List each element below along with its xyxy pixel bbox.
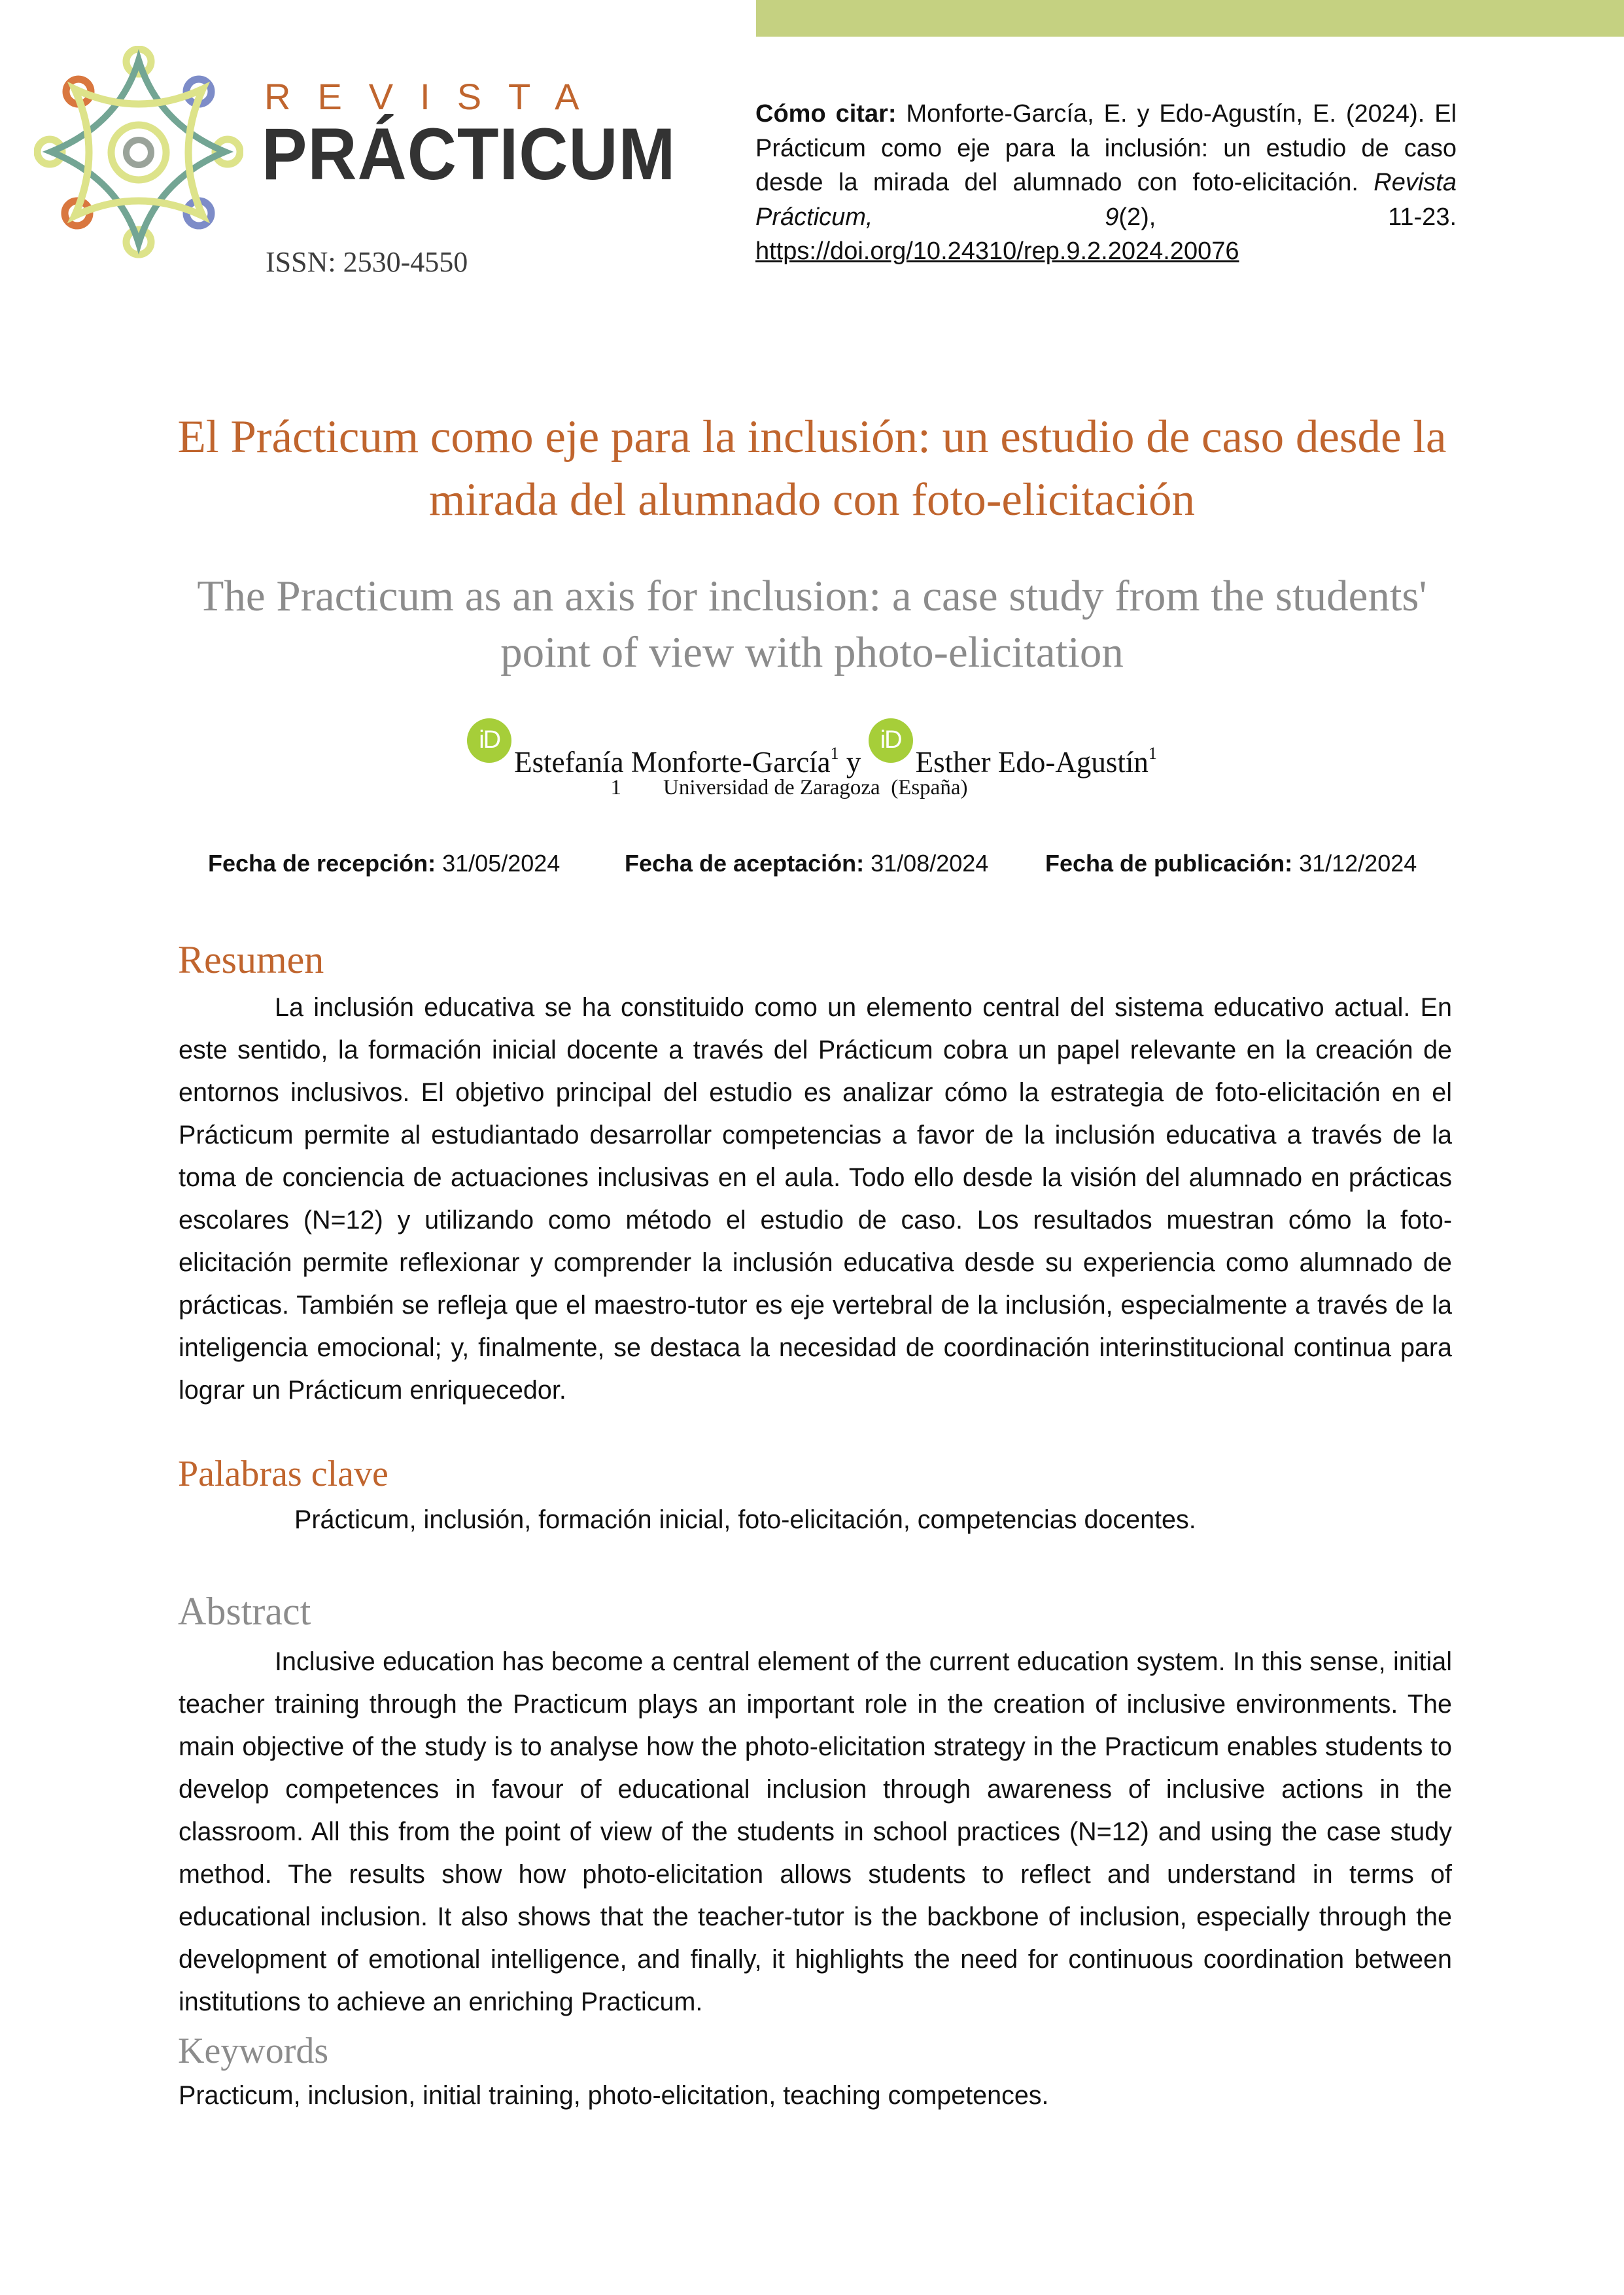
date-label: Fecha de recepción:: [208, 850, 436, 877]
date-value: 31/12/2024: [1292, 850, 1417, 877]
top-decorative-bar: [756, 0, 1624, 37]
author-affiliation-mark: 1: [1148, 744, 1157, 763]
orcid-label: iD: [880, 726, 901, 754]
orcid-label: iD: [479, 726, 500, 754]
orcid-icon[interactable]: [467, 718, 511, 763]
citation-doi-link[interactable]: https://doi.org/10.24310/rep.9.2.2024.20076: [755, 237, 1239, 265]
citation-journal: Revista Prácticum,: [755, 169, 1457, 231]
date-label: Fecha de aceptación:: [625, 850, 865, 877]
palabras-clave-heading: Palabras clave: [178, 1454, 389, 1494]
citation-block: [755, 97, 1457, 269]
abstract-text: Inclusive education has become a central element of the current education system. In this sense, initial teacher training through the Practicum plays an important role in the creation of inclusive environments. The main objective of the study is to analyse how the photo-elicitation strategy in the Practicum enables students to develop competences in favour of educational inclusion through awareness of inclusive actions in the classroom. All this from the point of view of the students in school practices (N=12) and using the case study method. The results show how photo-elicitation allows students to reflect and understand in terms of educational inclusion. It also shows that the teacher-tutor is the backbone of inclusion, especially through the development of emotional intelligence, and finally, it highlights the need for continuous coordination between institutions to achieve an enriching Practicum.: [179, 1647, 1452, 2016]
keywords-heading: Keywords: [178, 2031, 329, 2071]
date-label: Fecha de publicación:: [1045, 850, 1293, 877]
citation-issue-pages: (2), 11-23.: [1118, 203, 1457, 231]
citation-volume: 9: [1105, 203, 1119, 231]
affiliation-text: Universidad de Zaragoza (España): [663, 776, 968, 799]
author-affiliation-mark: 1: [830, 744, 839, 763]
abstract-heading: Abstract: [178, 1590, 311, 1633]
affiliation: [0, 773, 1624, 802]
affiliation-mark: 1: [610, 776, 622, 799]
article-title-es: El Prácticum como eje para la inclusión: un estudio de caso desde la mirada del alumnado con foto-elicitación: [177, 412, 1447, 525]
author-name: Esther Edo-Agustín: [915, 746, 1149, 779]
brand-revista: REVISTA: [264, 76, 606, 117]
date-accepted: [625, 849, 988, 878]
journal-logo-icon: [34, 46, 243, 258]
date-value: 31/08/2024: [864, 850, 989, 877]
resumen-heading: Resumen: [178, 938, 324, 981]
date-published: [1045, 849, 1417, 878]
article-title-en: The Practicum as an axis for inclusion: a case study from the students' point of view with photo-elicitation: [197, 572, 1427, 676]
citation-label: Cómo citar:: [755, 100, 897, 128]
keywords-text: Practicum, inclusion, initial training, photo-elicitation, teaching competences.: [179, 2081, 1049, 2110]
author-name: Estefanía Monforte-García: [514, 746, 831, 779]
date-value: 31/05/2024: [436, 850, 561, 877]
date-received: [208, 849, 560, 878]
orcid-icon[interactable]: [869, 718, 913, 763]
issn: ISSN: 2530-4550: [266, 246, 468, 278]
brand-practicum: PRÁCTICUM: [262, 113, 676, 195]
citation-authors-title: Monforte-García, E. y Edo-Agustín, E. (2024). El Prácticum como eje para la inclusión: un estudio de caso desde la mirada del alumnado con foto-elicitación.: [755, 100, 1457, 196]
author-connector: y: [838, 746, 869, 779]
palabras-clave-text: Prácticum, inclusión, formación inicial, foto-elicitación, competencias docentes.: [294, 1505, 1196, 1534]
resumen-text: La inclusión educativa se ha constituido como un elemento central del sistema educativo actual. En este sentido, la formación inicial docente a través del Prácticum cobra un papel relevante en la creación de entornos inclusivos. El objetivo principal del estudio es analizar cómo la estrategia de foto-elicitación en el Prácticum permite al estudiantado desarrollar competencias a favor de la inclusión educativa a través de la toma de conciencia de actuaciones inclusivas en el aula. Todo ello desde la visión del alumnado en prácticas escolares (N=12) y utilizando como método el estudio de caso. Los resultados muestran cómo la foto-elicitación permite reflexionar y comprender la inclusión educativa desde su experiencia como alumnado de prácticas. También se refleja que el maestro-tutor es eje vertebral de la inclusión, especialmente a través de la inteligencia emocional; y, finalmente, se destaca la necesidad de coordinación interinstitucional continua para lograr un Prácticum enriquecedor.: [179, 993, 1452, 1405]
